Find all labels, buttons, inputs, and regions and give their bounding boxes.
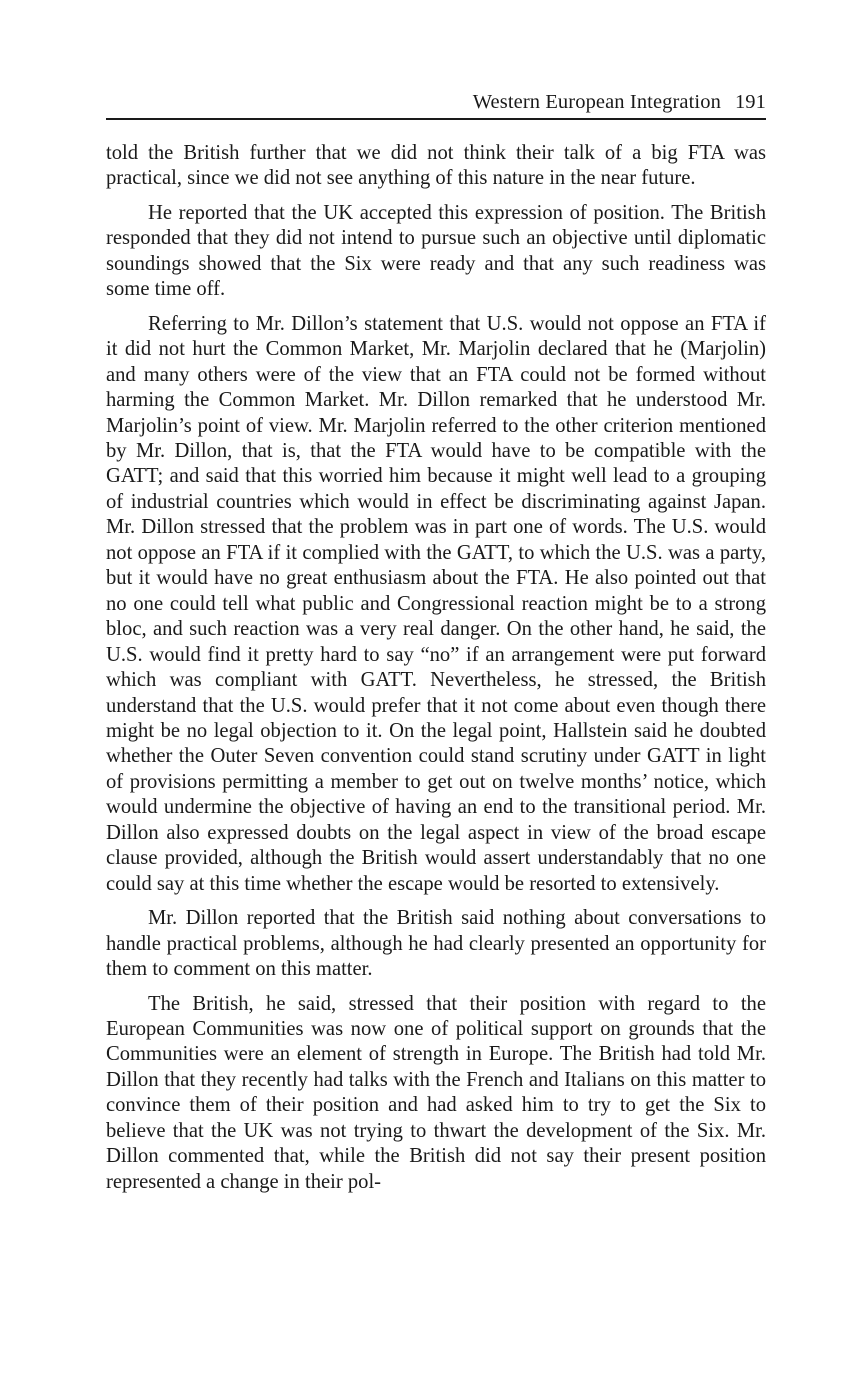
body-text bbox=[106, 141, 766, 1204]
running-title: Western European Integration bbox=[472, 91, 721, 113]
paragraph-political-support: The British, he said, stressed that their position with regard to the European Communities was now one of political support on grounds that the Communities were an element of strength in Europe. The British had told Mr. Dillon that they recently had talks with the French and Italians on this matter to convince them of their position and had asked him to try to get the Six to believe that the UK was not trying to thwart the development of the Six. Mr. Dillon commented that, while the British did not say their present position represented a change in their pol- bbox=[106, 992, 766, 1193]
paragraph-practical-problems: Mr. Dillon reported that the British said nothing about conversations to handle practical problems, although he had clearly presented an opportunity for them to comment on this matter. bbox=[106, 907, 766, 981]
paragraph-marjolin-fta: Referring to Mr. Dillon’s statement that U.S. would not oppose an FTA if it did not hurt the Common Market, Mr. Marjolin declared that he (Marjolin) and many others were of the view that an FTA could not be formed without harming the Common Market. Mr. Dillon remarked that he understood Mr. Marjolin’s point of view. Mr. Marjolin referred to the other criterion mentioned by Mr. Dillon, that is, that the FTA would have to be compatible with the GATT; and said that this worried him because it might well lead to a grouping of industrial countries which would in effect be discriminating against Japan. Mr. Dillon stressed that the problem was in part one of words. The U.S. would not oppose an FTA if it complied with the GATT, to which the U.S. was a party, but it would have no great enthusiasm about the FTA. He also pointed out that no one could tell what public and Congressional reaction might be to a strong bloc, and such reaction was a very real danger. On the other hand, he said, the U.S. would find it pretty hard to say “no” if an arrangement were put forward which was compliant with GATT. Nevertheless, he stressed, the British understand that the U.S. would prefer that it not come about even though there might be no legal objection to it. On the legal point, Hallstein said he doubted whether the Outer Seven convention could stand scrutiny under GATT in light of provisions permitting a member to get out on twelve months’ notice, which would undermine the objective of having an end to the transitional period. Mr. Dillon also expressed doubts on the legal aspect in view of the broad escape clause provided, although the British would assert understandably that no one could say at this time whether the escape would be resorted to extensively. bbox=[106, 312, 766, 895]
paragraph-continuation: told the British further that we did not think their talk of a big FTA was practical, since we did not see anything of this nature in the near future. bbox=[106, 142, 766, 190]
paragraph-uk-accepted: He reported that the UK accepted this expression of position. The British responded that they did not intend to pursue such an objective until diplomatic soundings showed that the Six were ready and that any such readiness was some time off. bbox=[106, 201, 766, 301]
page-number: 191 bbox=[734, 91, 766, 113]
running-header bbox=[106, 88, 766, 120]
